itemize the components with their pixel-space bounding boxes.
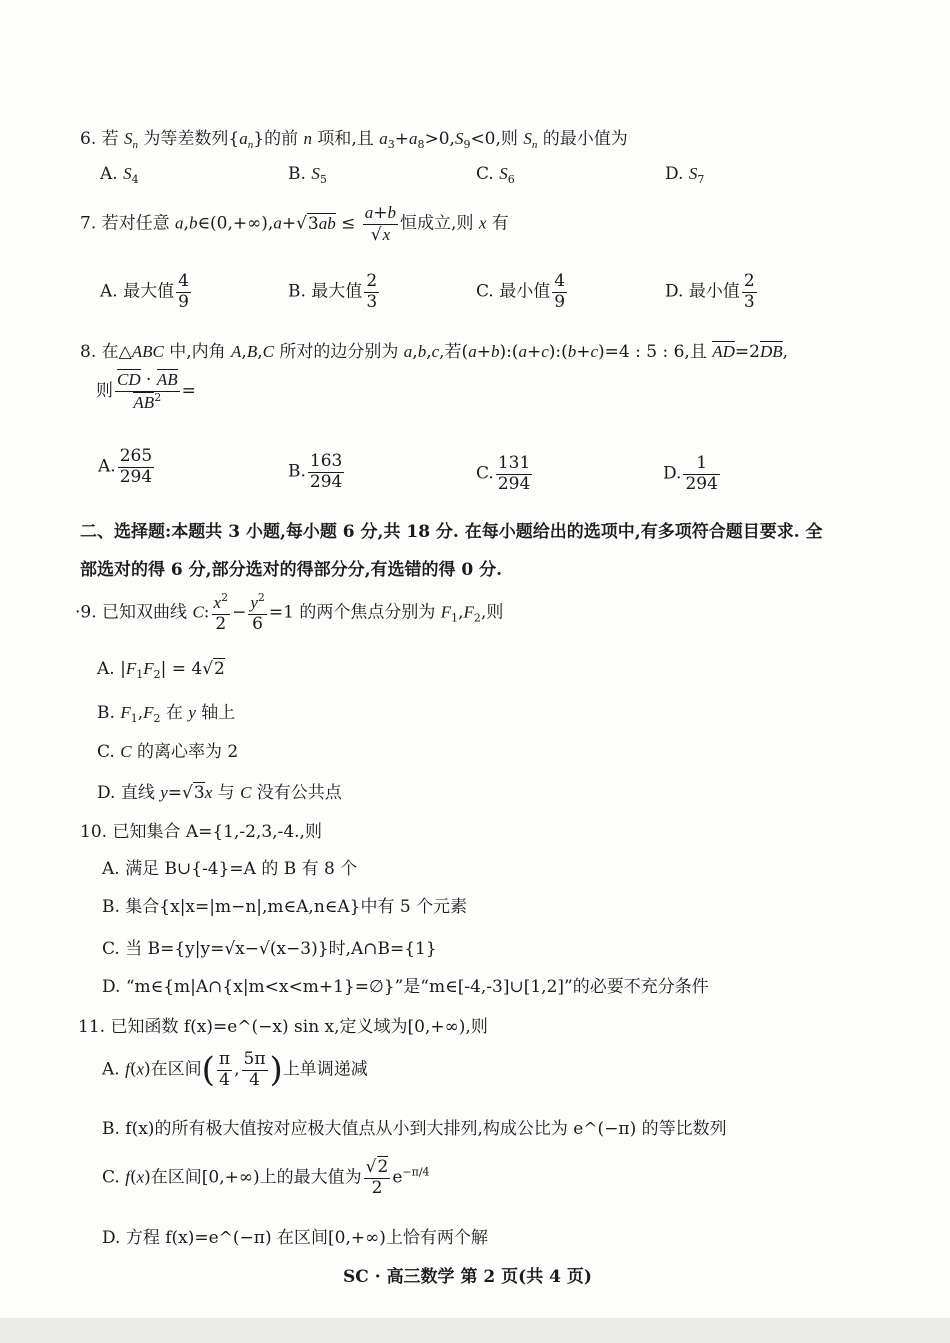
q9-option-b: B. $F_1,F_2$ 在 y 轴上 bbox=[97, 703, 236, 725]
q10-option-b: B. 集合{x|x=|m−n|,m∈A,n∈A}中有 5 个元素 bbox=[102, 897, 468, 917]
q7-option-d: D. 最小值 $\frac{2}{3}$ bbox=[665, 271, 755, 312]
q8-option-c: C. $\frac{131}{294}$ bbox=[476, 453, 531, 494]
question-9: ·9. 已知双曲线 C: $\frac{x^2}{2}$ − $\frac{y^2}{6}$ =1 的两个焦点分别为 $F_1,F_2$,则 bbox=[75, 591, 504, 634]
q6-option-d: D. $S_7$ bbox=[665, 164, 705, 186]
section-2-heading-line1: 二、选择题:本题共 3 小题,每小题 6 分,共 18 分. 在每小题给出的选项中,有多项符合题目要求. 全 bbox=[80, 522, 823, 542]
q7-option-a: A. 最大值 $\frac{4}{9}$ bbox=[100, 271, 189, 312]
q10-option-a: A. 满足 B∪{-4}=A 的 B 有 8 个 bbox=[102, 859, 358, 879]
question-6: 6. 若 $S_n$ 为等差数列$\{a_n\}$的前 n 项和,且 $a_3+a_8>0,S_9<0$,则 $S_n$ 的最小值为 bbox=[80, 129, 628, 151]
question-10: 10. 已知集合 A={1,-2,3,-4.,则 bbox=[80, 822, 322, 842]
question-8: 8. 在△ABC 中,内角 A,B,C 所对的边分别为 a,b,c,若(a+b):(a+c):(b+c)=4 : 5 : 6,且 AD=2DB, bbox=[80, 342, 789, 362]
q7-option-c: C. 最小值 $\frac{4}{9}$ bbox=[476, 271, 566, 312]
scan-bottom-band bbox=[0, 1318, 950, 1343]
q11-option-a: A. f(x)在区间( $\frac{\pi}{4}$ , $\frac{5\pi}{4}$ )上单调递减 bbox=[102, 1049, 368, 1091]
question-8-line2: 则 $\frac{CD \cdot AB}{AB^2}$ = bbox=[96, 370, 196, 412]
q8-option-d: D. $\frac{1}{294}$ bbox=[663, 453, 718, 494]
question-11: 11. 已知函数 f(x)=e^(−x) sin x,定义域为[0,+∞),则 bbox=[78, 1017, 488, 1037]
question-7: 7. 若对任意 a,b∈(0,+∞),a+√3ab ≤ $\frac{a+b}{√x}$ 恒成立,则 x 有 bbox=[80, 203, 509, 245]
section-2-heading-line2: 部选对的得 6 分,部分选对的得部分分,有选错的得 0 分. bbox=[80, 560, 503, 580]
q9-option-a: A. $|F_1F_2| = 4√2$ bbox=[97, 659, 225, 681]
q10-option-d: D. “m∈{m|A∩{x|m<x<m+1}=∅}”是“m∈[-4,-3]∪[1,2]”的必要不充分条件 bbox=[102, 977, 709, 997]
q10-option-c: C. 当 B={y|y=√x−√(x−3)}时,A∩B={1} bbox=[102, 939, 437, 959]
q8-option-b: B. $\frac{163}{294}$ bbox=[288, 451, 343, 492]
q11-option-d: D. 方程 f(x)=e^(−π) 在区间[0,+∞)上恰有两个解 bbox=[102, 1228, 488, 1248]
q11-option-c: C. f(x)在区间[0,+∞)上的最大值为 $\frac{√2}{2}$ $e^{-\pi/4}$ bbox=[102, 1157, 430, 1198]
q6-option-b: B. $S_5$ bbox=[288, 164, 327, 186]
q9-option-d: D. 直线 y=√3x 与 C 没有公共点 bbox=[97, 783, 342, 803]
q6-option-a: A. $S_4$ bbox=[100, 164, 139, 186]
q11-option-b: B. f(x)的所有极大值按对应极大值点从小到大排列,构成公比为 e^(−π) 的等比数列 bbox=[102, 1119, 727, 1139]
q8-option-a: A. $\frac{265}{294}$ bbox=[98, 446, 153, 487]
q6-option-c: C. $S_6$ bbox=[476, 164, 515, 186]
page-footer: SC · 高三数学 第 2 页(共 4 页) bbox=[343, 1267, 592, 1287]
q7-option-b: B. 最大值 $\frac{2}{3}$ bbox=[288, 271, 378, 312]
q9-option-c: C. C 的离心率为 2 bbox=[97, 742, 239, 762]
